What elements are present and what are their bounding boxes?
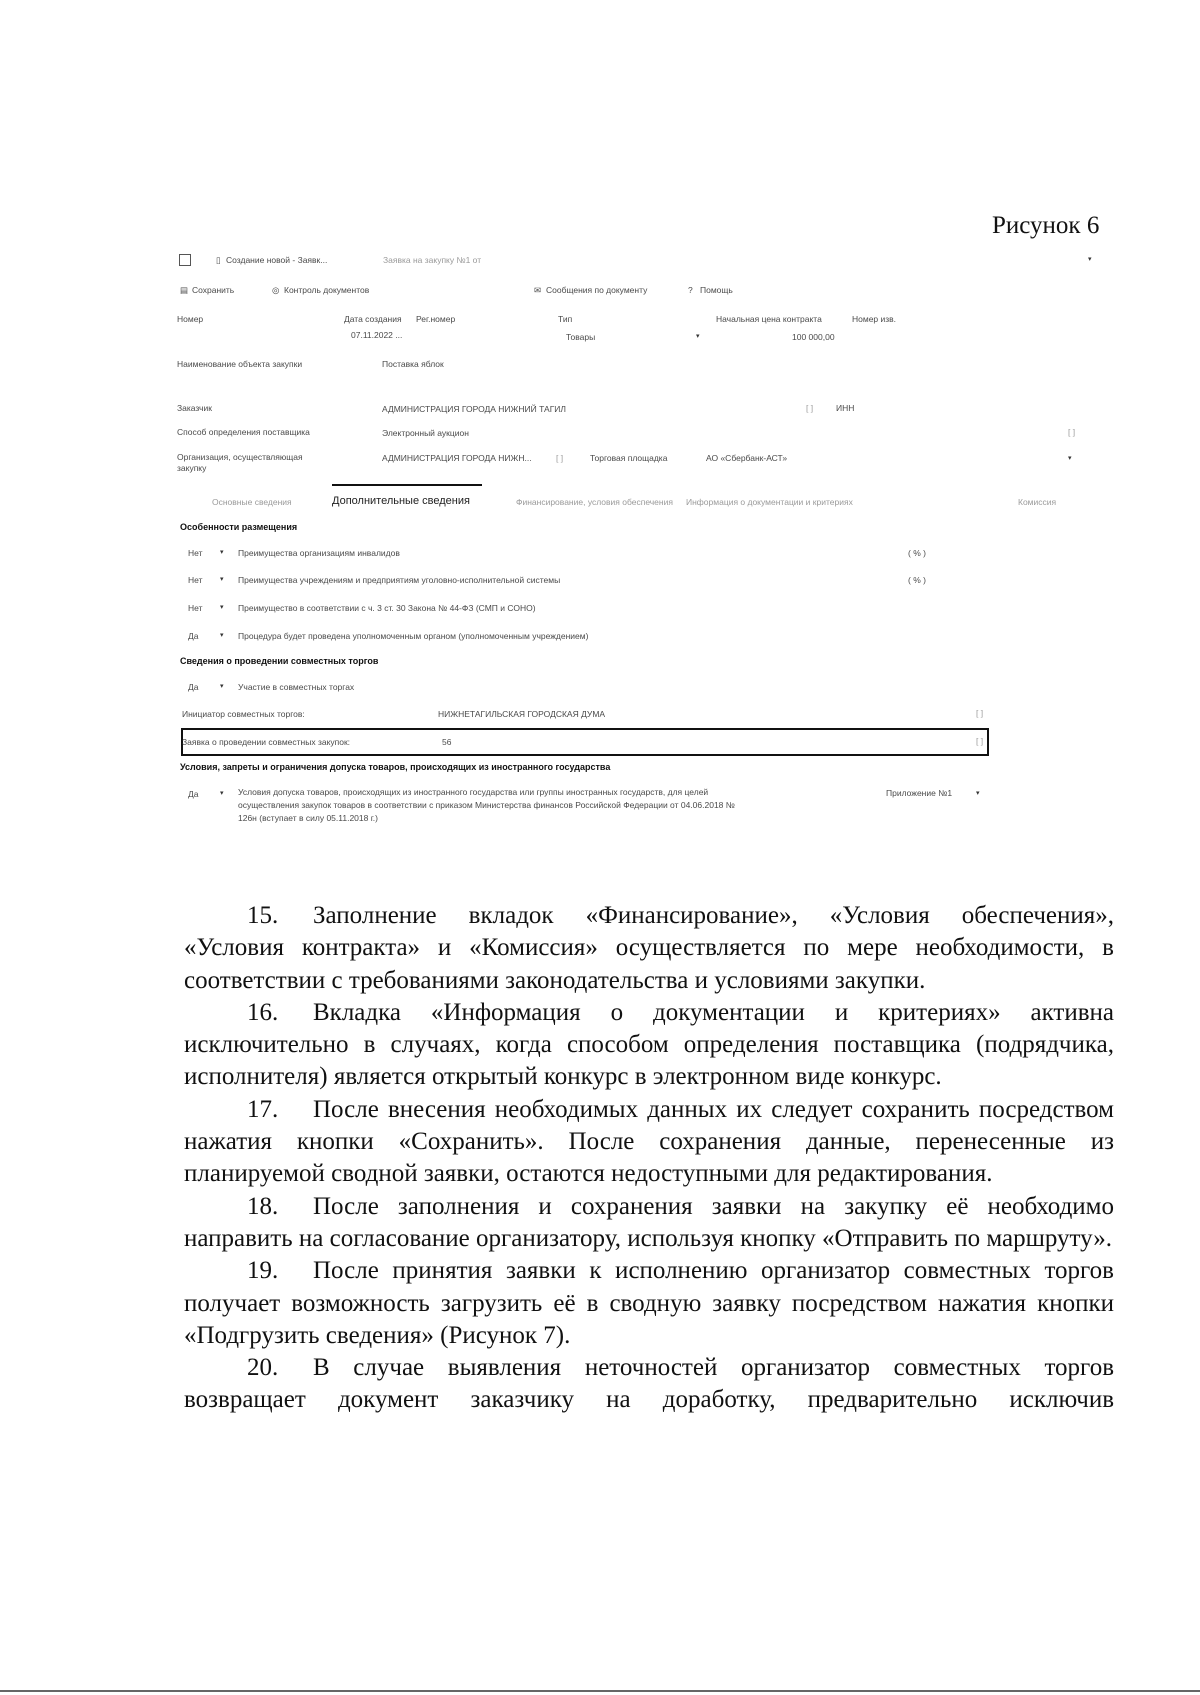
type-label: Тип: [558, 314, 573, 324]
customer-label: Заказчик: [177, 403, 212, 413]
body-text: [184, 900, 1114, 1417]
paragraph-number: 15.: [247, 902, 279, 929]
conditions-value[interactable]: Да: [188, 789, 199, 799]
window-menu-caret-icon[interactable]: ▾: [1088, 256, 1092, 263]
appendix-chevron-down-icon[interactable]: ▾: [976, 790, 980, 797]
conditions-line-2: осуществления закупок товаров в соответствии с приказом Министерства финансов Российской Федерации от 04.06.2018 №: [238, 800, 735, 810]
izv-label: Номер изв.: [852, 314, 897, 324]
paragraph-text: После заполнения и сохранения заявки на закупку её необходимо направить на согласование организатору, используя кнопку «Отправить по маршруту».: [184, 1192, 1114, 1252]
tab-main[interactable]: Основные сведения: [212, 497, 292, 507]
paragraph-number: 19.: [247, 1257, 279, 1285]
chevron-down-icon[interactable]: ▾: [220, 576, 224, 583]
tab-docs[interactable]: Информация о документации и критериях: [686, 497, 853, 507]
figure-caption: Рисунок 6: [992, 212, 1100, 239]
price-field[interactable]: 100 000,00: [792, 332, 835, 342]
org-field[interactable]: АДМИНИСТРАЦИЯ ГОРОДА НИЖН...: [382, 453, 532, 463]
chevron-down-icon[interactable]: ▾: [220, 790, 224, 797]
request-lookup-icon[interactable]: [ ]: [976, 736, 984, 746]
paragraph-number: 18.: [247, 1192, 279, 1220]
tab-commission[interactable]: Комиссия: [1018, 497, 1057, 507]
object-label: Наименование объекта закупки: [177, 359, 303, 369]
help-button[interactable]: Помощь: [700, 285, 733, 295]
control-button[interactable]: Контроль документов: [284, 285, 370, 295]
org-lookup-icon[interactable]: [ ]: [556, 453, 564, 463]
placement-percent[interactable]: ( % ): [908, 548, 926, 558]
paragraph-number: 16.: [247, 998, 279, 1026]
conditions-section-title: Условия, запреты и ограничения допуска товаров, происходящих из иностранного государства: [180, 762, 611, 772]
platform-chevron-down-icon[interactable]: ▾: [1068, 455, 1072, 462]
request-field[interactable]: 56: [442, 737, 452, 747]
initiator-field[interactable]: НИЖНЕТАГИЛЬСКАЯ ГОРОДСКАЯ ДУМА: [438, 709, 606, 719]
conditions-line-1: Условия допуска товаров, происходящих из иностранного государства или группы иностранных государств, для целей: [238, 787, 709, 797]
method-label: Способ определения поставщика: [177, 427, 310, 437]
inn-label: ИНН: [836, 403, 855, 413]
save-button[interactable]: Сохранить: [192, 285, 235, 295]
created-label: Дата создания: [344, 314, 402, 324]
type-chevron-down-icon[interactable]: ▾: [696, 333, 700, 340]
placement-text: Преимущества учреждениям и предприятиям уголовно-исполнительной системы: [238, 575, 561, 585]
chevron-down-icon[interactable]: ▾: [220, 683, 224, 690]
save-icon: ▤: [180, 285, 189, 295]
tab-extra[interactable]: Дополнительные сведения: [332, 495, 470, 507]
org-label: Организация, осуществляющая закупку: [177, 452, 303, 473]
created-field[interactable]: 07.11.2022 ...: [351, 330, 403, 340]
method-lookup-icon[interactable]: [ ]: [1068, 427, 1076, 437]
placement-text: Процедура будет проведена уполномоченным органом (уполномоченным учреждением): [238, 631, 589, 641]
customer-field[interactable]: АДМИНИСТРАЦИЯ ГОРОДА НИЖНИЙ ТАГИЛ: [382, 404, 566, 414]
paragraph-text: Вкладка «Информация о документации и критериях» активна исключительно в случаях, когда способом определения поставщика (подрядчика, исполнителя) является открытый конкурс в электронном виде конкурс.: [184, 998, 1114, 1091]
paragraph-18: [184, 1191, 1114, 1256]
paragraph-number: 17.: [247, 1095, 279, 1123]
number-label: Номер: [177, 314, 204, 324]
chevron-down-icon[interactable]: ▾: [220, 549, 224, 556]
tab-financing[interactable]: Финансирование, условия обеспечения: [516, 497, 673, 507]
initiator-label: Инициатор совместных торгов:: [182, 709, 305, 719]
page-bottom-edge: [0, 1690, 1200, 1692]
placement-section-title: Особенности размещения: [180, 522, 298, 532]
chevron-down-icon[interactable]: ▾: [220, 604, 224, 611]
placement-value[interactable]: Нет: [188, 575, 203, 585]
paragraph-20: [184, 1352, 1114, 1417]
window-tab-second[interactable]: Заявка на закупку №1 от: [383, 255, 482, 265]
control-icon: ◎: [272, 285, 280, 295]
appendix-select[interactable]: Приложение №1: [886, 788, 953, 798]
participation-text: Участие в совместных торгах: [238, 682, 355, 692]
placement-value[interactable]: Да: [188, 631, 199, 641]
method-field[interactable]: Электронный аукцион: [382, 428, 469, 438]
paragraph-text: После внесения необходимых данных их следует сохранить посредством нажатия кнопки «Сохранить». После сохранения данные, перенесенные из планируемой сводной заявки, остаются недоступными для редактирования.: [184, 1095, 1114, 1188]
placement-value[interactable]: Нет: [188, 548, 203, 558]
platform-label: Торговая площадка: [590, 453, 668, 463]
paragraph-text: Заполнение вкладок «Финансирование», «Условия обеспечения», «Условия контракта» и «Комиссия» осуществляется по мере необходимости, в соответствии с требованиями законодательства и условиями закупки.: [184, 902, 1114, 994]
joint-section-title: Сведения о проведении совместных торгов: [180, 656, 379, 666]
paragraph-text: После принятия заявки к исполнению организатор совместных торгов получает возможность загрузить её в сводную заявку посредством нажатия кнопки «Подгрузить сведения» (Рисунок 7).: [184, 1257, 1114, 1349]
active-tab-indicator: [332, 484, 482, 486]
participation-value[interactable]: Да: [188, 682, 199, 692]
customer-lookup-icon[interactable]: [ ]: [806, 403, 814, 413]
paragraph-17: [184, 1094, 1114, 1191]
paragraph-number: 20.: [247, 1354, 279, 1382]
placement-percent[interactable]: ( % ): [908, 575, 926, 585]
placement-text: Преимущества организациям инвалидов: [238, 548, 400, 558]
embedded-screenshot: [177, 246, 1116, 836]
reg-label: Рег.номер: [416, 314, 456, 324]
chevron-down-icon[interactable]: ▾: [220, 632, 224, 639]
help-icon: ?: [688, 285, 693, 295]
doc-icon: ▯: [216, 255, 221, 265]
messages-icon: ✉: [534, 285, 542, 295]
placement-text: Преимущество в соответствии с ч. 3 ст. 30 Закона № 44-ФЗ (СМП и СОНО): [238, 603, 536, 613]
paragraph-19: [184, 1255, 1114, 1352]
paragraph-15: [184, 900, 1114, 997]
initiator-lookup-icon[interactable]: [ ]: [976, 708, 984, 718]
window-title[interactable]: Создание новой - Заявк...: [226, 255, 328, 265]
price-label: Начальная цена контракта: [716, 314, 822, 324]
conditions-line-3: 126н (вступает в силу 05.11.2018 г.): [238, 813, 378, 823]
window-checkbox[interactable]: [179, 254, 191, 266]
placement-value[interactable]: Нет: [188, 603, 203, 613]
platform-select[interactable]: АО «Сбербанк-АСТ»: [706, 453, 788, 463]
messages-button[interactable]: Сообщения по документу: [546, 285, 648, 295]
paragraph-16: [184, 997, 1114, 1094]
type-select[interactable]: Товары: [566, 332, 596, 342]
request-label: Заявка о проведении совместных закупок:: [182, 737, 351, 747]
paragraph-text: В случае выявления неточностей организатор совместных торгов возвращает документ заказчику на доработку, предварительно исключив: [184, 1354, 1114, 1414]
object-field[interactable]: Поставка яблок: [382, 359, 444, 369]
